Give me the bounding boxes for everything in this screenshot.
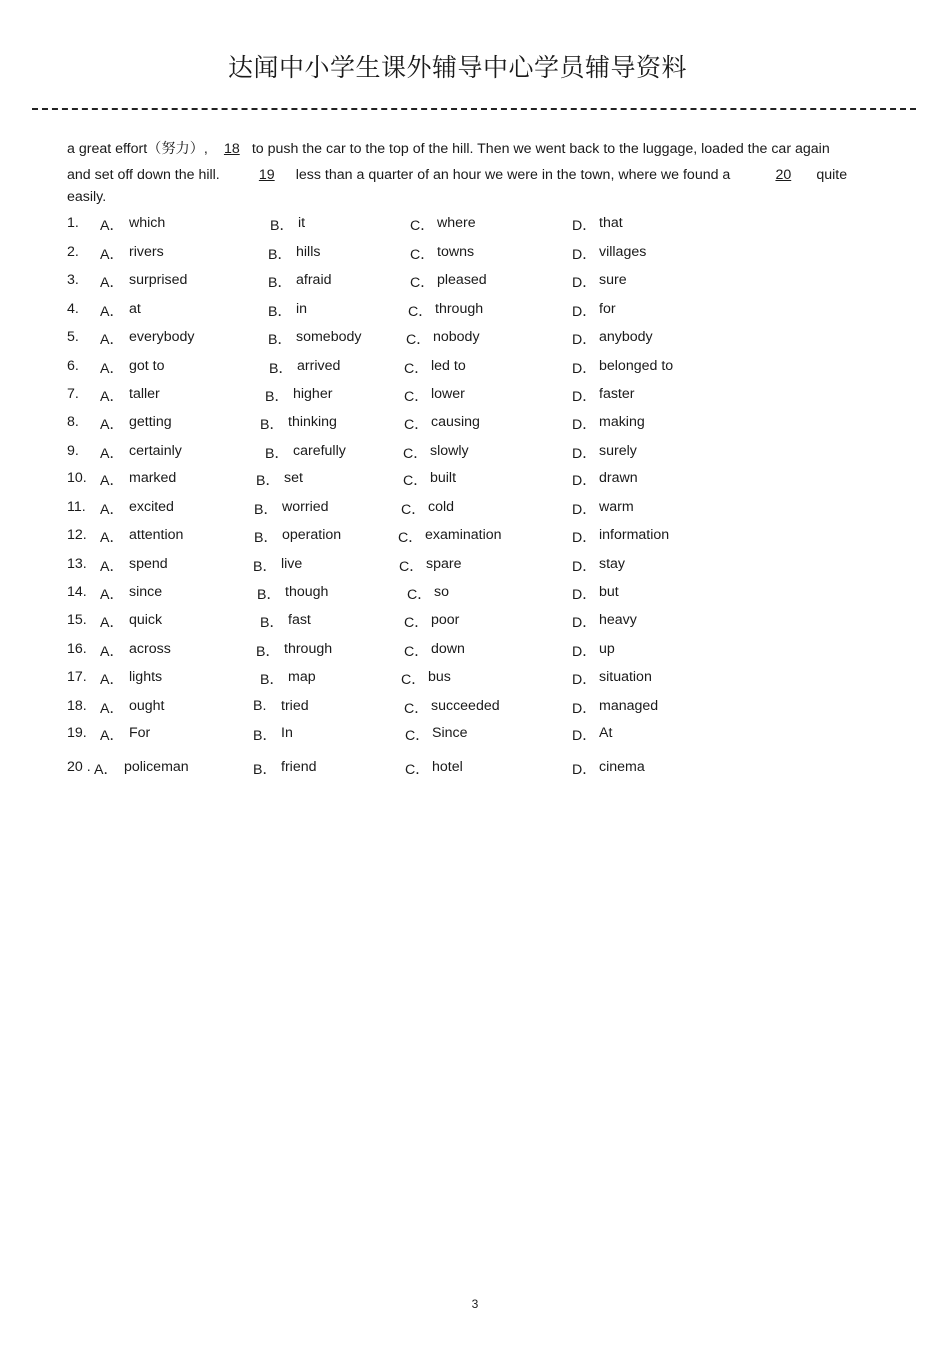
option-c-text: built	[430, 470, 457, 486]
option-b-text: somebody	[296, 329, 362, 345]
option-c-label: C．	[404, 701, 429, 717]
option-a-label: A．	[100, 701, 124, 717]
option-a-label: A．	[100, 247, 124, 263]
option-b-text: hills	[296, 244, 321, 260]
blank-20: 20	[775, 167, 792, 183]
option-b-label: B．	[260, 672, 284, 688]
option-a-label: A．	[100, 672, 124, 688]
question-number: 11.	[67, 499, 86, 515]
option-b-text: set	[284, 470, 303, 486]
question-number: 9.	[67, 443, 79, 459]
option-d-text: At	[599, 725, 613, 741]
option-d-label: D．	[572, 644, 597, 660]
question-number: 18.	[67, 698, 87, 714]
option-a-label: A．	[100, 502, 124, 518]
option-b-label: B．	[253, 762, 277, 778]
passage	[67, 136, 887, 208]
option-d-label: D．	[572, 502, 597, 518]
option-c-text: nobody	[433, 329, 480, 345]
option-a-label: A．	[100, 559, 124, 575]
option-b-label: B．	[265, 446, 289, 462]
option-c-text: causing	[431, 414, 480, 430]
option-d-text: making	[599, 414, 645, 430]
option-a-text: attention	[129, 527, 184, 543]
option-b-text: in	[296, 301, 308, 317]
option-d-text: but	[599, 584, 619, 600]
blank-19: 19	[258, 167, 275, 183]
question-row	[0, 329, 950, 353]
option-c-text: spare	[426, 556, 462, 572]
blank-18: 18	[223, 141, 240, 157]
option-c-label: C．	[404, 644, 429, 660]
option-c-label: C．	[405, 762, 430, 778]
option-c-label: C．	[410, 218, 435, 234]
option-b-label: B．	[270, 218, 294, 234]
option-c-text: slowly	[430, 443, 469, 459]
option-c-label: C．	[399, 559, 424, 575]
option-d-text: warm	[599, 499, 634, 515]
option-b-label: B．	[257, 587, 281, 603]
option-d-text: drawn	[599, 470, 638, 486]
option-b-text: In	[281, 725, 293, 741]
option-a-label: A．	[100, 446, 124, 462]
option-a-label: A．	[100, 275, 124, 291]
question-number: 3.	[67, 272, 79, 288]
option-b-text: fast	[288, 612, 311, 628]
passage-text: quite	[816, 167, 848, 183]
page-title: 达闻中小学生课外辅导中心学员辅导资料	[227, 53, 687, 82]
question-row	[0, 386, 950, 410]
option-b-text: friend	[281, 759, 317, 775]
option-b-text: though	[285, 584, 329, 600]
option-c-label: C．	[401, 672, 426, 688]
question-row	[0, 641, 950, 665]
question-number: 8.	[67, 414, 79, 430]
option-b-text: operation	[282, 527, 342, 543]
option-a-text: policeman	[124, 759, 189, 775]
option-d-text: managed	[599, 698, 659, 714]
option-d-text: sure	[599, 272, 627, 288]
option-b-label: B.	[253, 698, 267, 714]
option-b-label: B．	[268, 332, 292, 348]
question-number: 13.	[67, 556, 87, 572]
option-a-label: A．	[100, 304, 124, 320]
option-c-text: led to	[431, 358, 466, 374]
option-a-label: A．	[100, 389, 124, 405]
option-c-label: C．	[404, 417, 429, 433]
option-c-label: C．	[408, 304, 433, 320]
option-d-label: D．	[572, 247, 597, 263]
option-c-label: C．	[410, 275, 435, 291]
option-c-text: towns	[437, 244, 475, 260]
option-a-text: quick	[129, 612, 163, 628]
question-row	[0, 759, 950, 783]
option-d-label: D．	[572, 389, 597, 405]
passage-text: and set off down the hill.	[67, 167, 220, 183]
question-row	[0, 358, 950, 382]
question-row	[0, 669, 950, 693]
option-d-text: faster	[599, 386, 635, 402]
option-a-label: A．	[100, 218, 124, 234]
option-a-text: rivers	[129, 244, 164, 260]
option-b-label: B．	[268, 304, 292, 320]
option-d-label: D．	[572, 587, 597, 603]
option-a-text: certainly	[129, 443, 182, 459]
option-c-label: C．	[407, 587, 432, 603]
option-d-label: D．	[572, 446, 597, 462]
option-b-label: B．	[256, 473, 280, 489]
question-row	[0, 584, 950, 608]
option-d-label: D．	[572, 304, 597, 320]
option-c-text: pleased	[437, 272, 487, 288]
question-number: 16.	[67, 641, 87, 657]
option-a-text: at	[129, 301, 141, 317]
option-c-label: C．	[403, 446, 428, 462]
option-d-label: D．	[572, 530, 597, 546]
option-a-label: A．	[100, 473, 124, 489]
question-row	[0, 215, 950, 239]
option-a-label: A．	[100, 644, 124, 660]
option-a-label: A．	[100, 615, 124, 631]
option-b-text: higher	[293, 386, 333, 402]
option-a-text: marked	[129, 470, 177, 486]
option-a-label: A．	[100, 728, 124, 744]
option-b-label: B．	[254, 502, 278, 518]
option-b-label: B．	[260, 615, 284, 631]
option-c-label: C．	[404, 389, 429, 405]
option-b-label: B．	[260, 417, 284, 433]
option-a-text: spend	[129, 556, 168, 572]
question-number: 15.	[67, 612, 87, 628]
option-d-label: D．	[572, 701, 597, 717]
question-row	[0, 272, 950, 296]
question-row	[0, 556, 950, 580]
option-c-text: Since	[432, 725, 468, 741]
option-a-label: A．	[100, 417, 124, 433]
option-c-label: C．	[406, 332, 431, 348]
option-c-text: lower	[431, 386, 465, 402]
option-d-label: D．	[572, 361, 597, 377]
option-b-label: B．	[269, 361, 293, 377]
option-d-text: anybody	[599, 329, 653, 345]
question-number: 4.	[67, 301, 79, 317]
question-number: 1.	[67, 215, 79, 231]
question-row	[0, 414, 950, 438]
option-b-text: map	[288, 669, 316, 685]
passage-text: less than a quarter of an hour we were in the town, where we found a	[295, 167, 731, 183]
question-number: 19.	[67, 725, 87, 741]
option-a-text: taller	[129, 386, 160, 402]
option-b-label: B．	[268, 275, 292, 291]
option-a-text: got to	[129, 358, 165, 374]
option-d-text: surely	[599, 443, 637, 459]
question-row	[0, 443, 950, 467]
dashed-divider	[32, 108, 916, 110]
option-c-text: bus	[428, 669, 451, 685]
question-row	[0, 612, 950, 636]
option-c-label: C．	[403, 473, 428, 489]
option-d-label: D．	[572, 728, 597, 744]
option-d-text: for	[599, 301, 616, 317]
option-b-label: B．	[256, 644, 280, 660]
option-c-text: cold	[428, 499, 455, 515]
passage-text: a great effort（努力）,	[67, 141, 212, 157]
option-c-text: poor	[431, 612, 460, 628]
option-d-text: up	[599, 641, 615, 657]
option-a-text: across	[129, 641, 171, 657]
question-number: 12.	[67, 527, 87, 543]
option-c-text: through	[435, 301, 484, 317]
option-b-text: tried	[281, 698, 309, 714]
question-number: 2.	[67, 244, 79, 260]
option-c-label: C．	[398, 530, 423, 546]
option-c-text: examination	[425, 527, 502, 543]
question-row	[0, 499, 950, 523]
option-d-text: belonged to	[599, 358, 674, 374]
option-b-text: through	[284, 641, 333, 657]
option-a-text: since	[129, 584, 163, 600]
page-number: 3	[471, 1297, 479, 1311]
option-b-label: B．	[253, 559, 277, 575]
passage-line-2	[67, 162, 887, 188]
option-b-text: arrived	[297, 358, 341, 374]
option-d-text: heavy	[599, 612, 637, 628]
option-c-label: C．	[404, 615, 429, 631]
option-d-label: D．	[572, 559, 597, 575]
option-a-text: everybody	[129, 329, 195, 345]
option-d-label: D．	[572, 672, 597, 688]
option-b-text: live	[281, 556, 303, 572]
option-a-text: excited	[129, 499, 174, 515]
question-number: 5.	[67, 329, 79, 345]
option-d-label: D．	[572, 615, 597, 631]
question-row	[0, 725, 950, 749]
option-d-label: D．	[572, 275, 597, 291]
option-a-label: A．	[100, 587, 124, 603]
option-d-label: D．	[572, 762, 597, 778]
option-a-label: A．	[100, 332, 124, 348]
option-b-text: thinking	[288, 414, 337, 430]
option-a-label: A．	[100, 530, 124, 546]
option-d-text: cinema	[599, 759, 645, 775]
option-d-text: villages	[599, 244, 647, 260]
question-number: 14.	[67, 584, 87, 600]
option-d-label: D．	[572, 473, 597, 489]
option-c-text: so	[434, 584, 449, 600]
option-a-text: which	[129, 215, 166, 231]
option-b-label: B．	[253, 728, 277, 744]
question-row	[0, 244, 950, 268]
option-a-label: A．	[100, 361, 124, 377]
option-d-text: information	[599, 527, 670, 543]
option-b-text: it	[298, 215, 306, 231]
option-c-text: down	[431, 641, 465, 657]
option-a-text: For	[129, 725, 151, 741]
option-d-text: stay	[599, 556, 626, 572]
option-c-text: hotel	[432, 759, 463, 775]
option-b-label: B．	[254, 530, 278, 546]
option-b-text: carefully	[293, 443, 346, 459]
option-b-label: B．	[265, 389, 289, 405]
question-number: 10.	[67, 470, 87, 486]
option-b-text: worried	[282, 499, 329, 515]
option-c-label: C．	[401, 502, 426, 518]
option-d-text: that	[599, 215, 623, 231]
option-a-text: ought	[129, 698, 165, 714]
option-c-label: C．	[405, 728, 430, 744]
option-b-text: afraid	[296, 272, 332, 288]
option-a-text: lights	[129, 669, 163, 685]
question-row	[0, 527, 950, 551]
option-d-label: D．	[572, 417, 597, 433]
option-b-label: B．	[268, 247, 292, 263]
option-d-label: D．	[572, 218, 597, 234]
option-c-text: where	[437, 215, 476, 231]
option-c-label: C．	[404, 361, 429, 377]
question-row	[0, 301, 950, 325]
option-a-text: getting	[129, 414, 172, 430]
question-row	[0, 470, 950, 494]
question-number: 20 .	[67, 759, 91, 775]
question-number: 6.	[67, 358, 79, 374]
option-d-text: situation	[599, 669, 652, 685]
passage-line-1	[67, 136, 887, 162]
option-d-label: D．	[572, 332, 597, 348]
question-number: 17.	[67, 669, 87, 685]
question-row	[0, 698, 950, 722]
passage-line-3: easily.	[67, 189, 107, 205]
option-a-label: A．	[94, 762, 118, 778]
passage-text: to push the car to the top of the hill. Then we went back to the luggage, loaded the car again	[251, 141, 830, 157]
question-number: 7.	[67, 386, 79, 402]
option-c-label: C．	[410, 247, 435, 263]
option-a-text: surprised	[129, 272, 188, 288]
option-c-text: succeeded	[431, 698, 500, 714]
